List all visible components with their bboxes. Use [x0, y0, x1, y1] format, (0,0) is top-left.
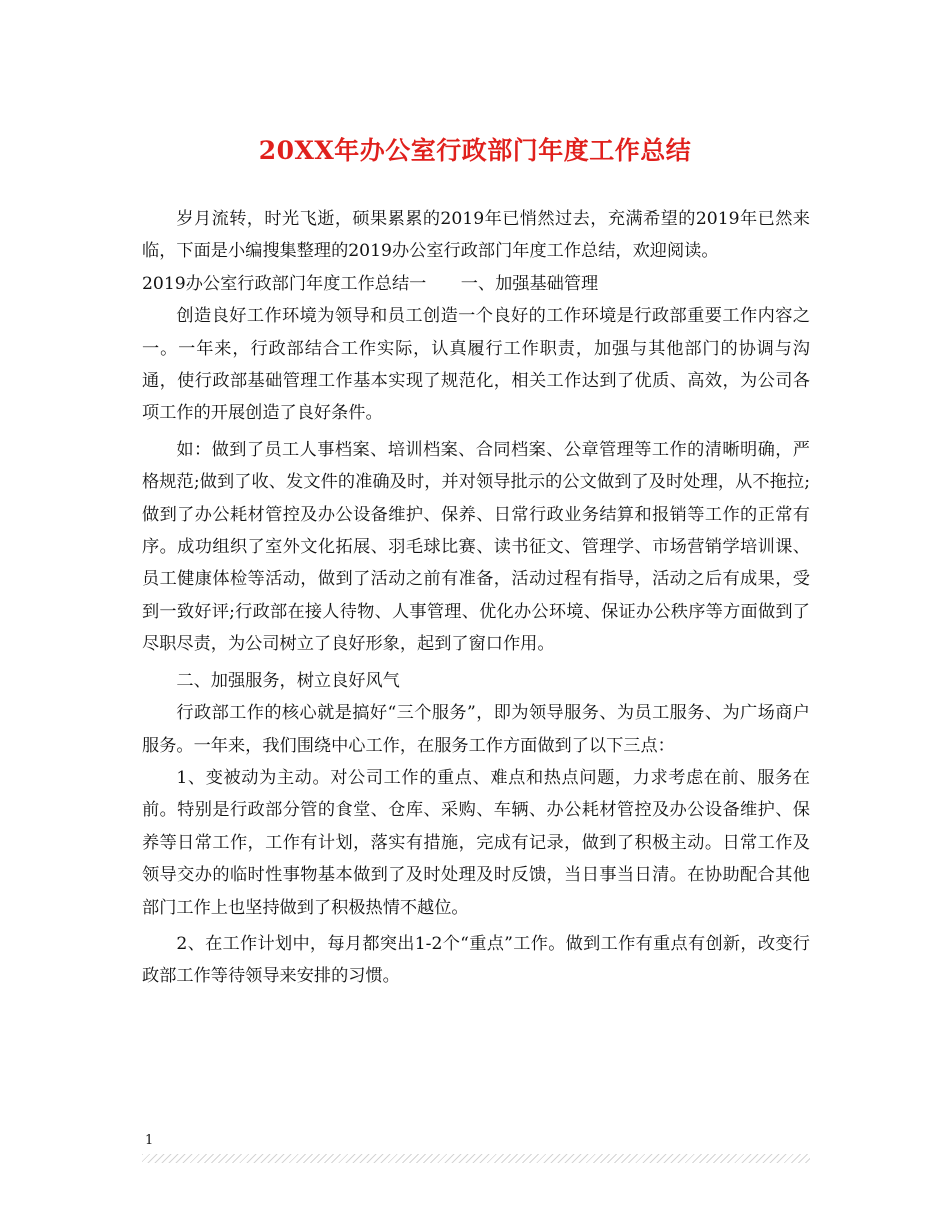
document-title: 20XX年办公室行政部门年度工作总结 — [258, 136, 692, 165]
paragraph-point-one: 1、变被动为主动。对公司工作的重点、难点和热点问题，力求考虑在前、服务在前。特别是行政部分管的食堂、仓库、采购、车辆、办公耗材管控及办公设备维护、保养等日常工作，工作有计划，落实有措施，完成有记录，做到了积极主动。日常工作及领导交办的临时性事物基本做到了及时处理及时反馈，当日事当日清。在协助配合其他部门工作上也坚持做到了积极热情不越位。 — [142, 767, 810, 918]
paragraph-heading-part-one: 2019办公室行政部门年度工作总结一 一、加强基础管理 — [142, 273, 599, 294]
document-body — [142, 203, 810, 993]
paragraph-basic-management: 创造良好工作环境为领导和员工创造一个良好的工作环境是行政部重要工作内容之一。一年来，行政部结合工作实际，认真履行工作职责，加强与其他部门的协调与沟通，使行政部基础管理工作基本实现了规范化，相关工作达到了优质、高效，为公司各项工作的开展创造了良好条件。 — [142, 306, 810, 424]
paragraph-three-services: 行政部工作的核心就是搞好“三个服务”，即为领导服务、为员工服务、为广场商户服务。一年来，我们围绕中心工作，在服务工作方面做到了以下三点： — [142, 703, 810, 756]
paragraph-examples: 如：做到了员工人事档案、培训档案、合同档案、公章管理等工作的清晰明确，严格规范;做到了收、发文件的准确及时，并对领导批示的公文做到了及时处理，从不拖拉;做到了办公耗材管控及办公设备维护、保养、日常行政业务结算和报销等工作的正常有序。成功组织了室外文化拓展、羽毛球比赛、读书征文、管理学、市场营销学培训课、员工健康体检等活动，做到了活动之前有准备，活动过程有指导，活动之后有成果，受到一致好评;行政部在接人待物、人事管理、优化办公环境、保证办公秩序等方面做到了尽职尽责，为公司树立了良好形象，起到了窗口作用。 — [142, 439, 810, 655]
paragraph-point-two: 2、在工作计划中，每月都突出1-2个“重点”工作。做到工作有重点有创新，改变行政部工作等待领导来安排的习惯。 — [142, 933, 810, 987]
page-number: 1 — [145, 1133, 154, 1148]
footer-hatched-rule — [142, 1154, 810, 1163]
paragraph-heading-service: 二、加强服务，树立良好风气 — [176, 670, 400, 691]
paragraph-intro: 岁月流转，时光飞逝，硕果累累的2019年已悄然过去，充满希望的2019年已然来临，下面是小编搜集整理的2019办公室行政部门年度工作总结，欢迎阅读。 — [142, 209, 810, 262]
